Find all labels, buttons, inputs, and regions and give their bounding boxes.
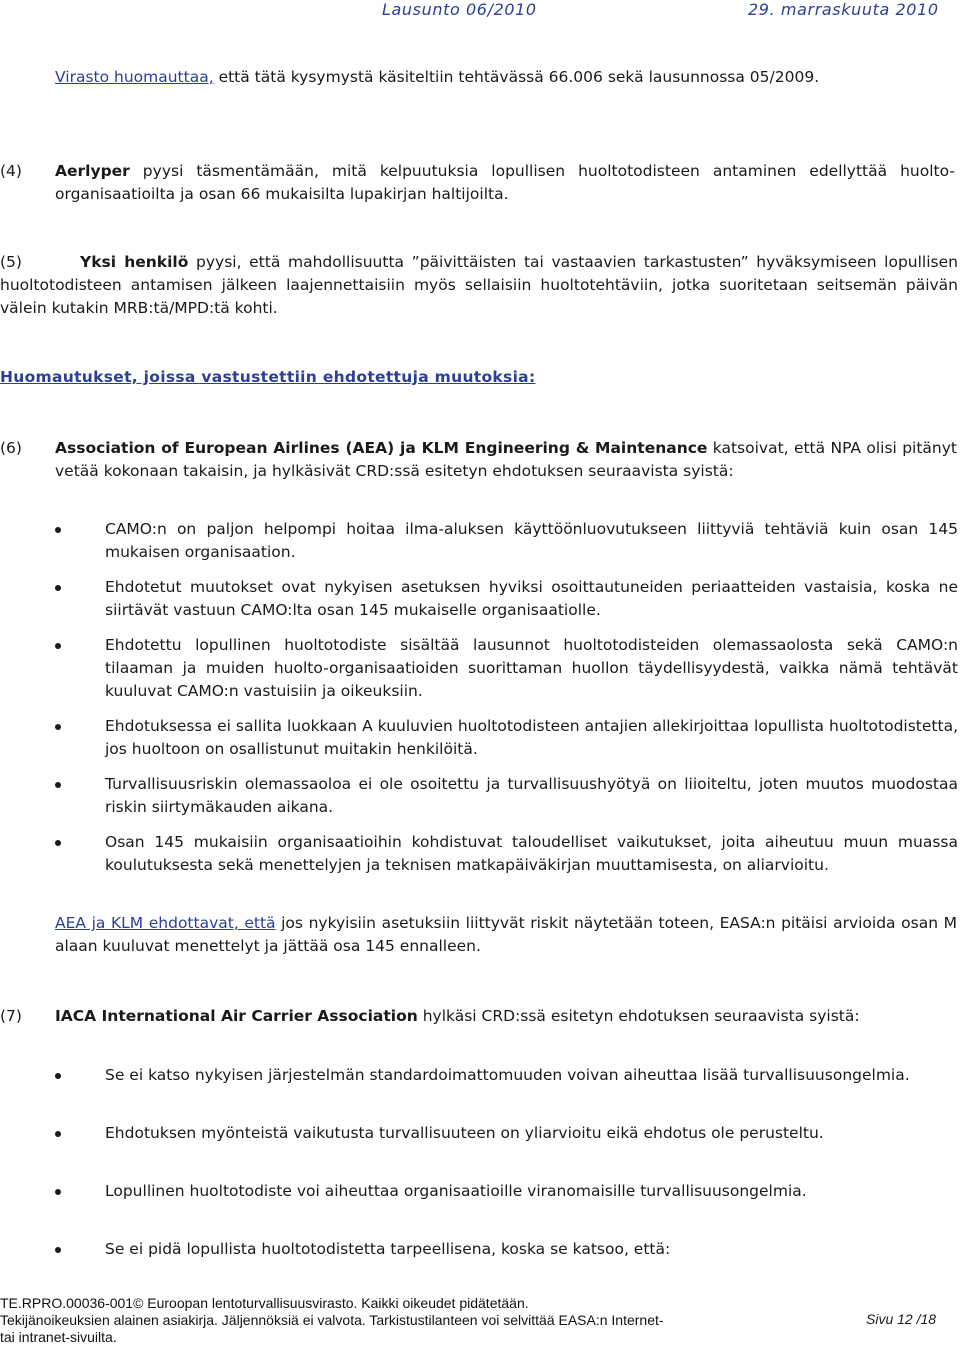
bullet-text: Se ei katso nykyisen järjestelmän standardoimattomuuden voivan aiheuttaa lisää turvallisuusongelmia. — [105, 1066, 910, 1084]
footer-disclaimer-continued: tai intranet-sivuilta. — [0, 1329, 117, 1345]
item-6-closing-text: jos nykyisiin asetuksiin liittyvät riskit näytetään toteen, EASA:n pitäisi arvioida osan M alaan kuuluvat menettelyt ja jättää osa 145 ennalleen. — [55, 914, 957, 955]
section-heading: Huomautukset, joissa vastustettiin ehdotettuja muutoksia: — [0, 368, 536, 386]
footer-disclaimer: Tekijänoikeuksien alainen asiakirja. Jäljennöksiä ei valvota. Tarkistustilanteen voi selvittää EASA:n Internet- — [0, 1312, 664, 1328]
item-4-text: pyysi täsmentämään, mitä kelpuutuksia lopullisen huoltotodisteen antaminen edellyttää huolto-organisaatioilta ja osan 66 mukaisilta lupakirjan haltijoilta. — [55, 162, 955, 203]
item-6-commenter: Association of European Airlines (AEA) ja KLM Engineering & Maintenance — [55, 439, 708, 457]
intro-paragraph — [55, 66, 955, 89]
item-5-text: pyysi, että mahdollisuutta ”päivittäisten tai vastaavien tarkastusten” hyväksymiseen lopullisen huoltotodisteen antamisen jälkeen laajennettaisiin myös sellaisiin huoltotehtäviin, jotka suoritetaan seitsemän päivän välein kutakin MRB:tä/MPD:tä kohti. — [0, 253, 958, 317]
item-5-number: (5) — [0, 253, 22, 271]
item-6-number: (6) — [0, 439, 22, 457]
bullet-text: CAMO:n on paljon helpompi hoitaa ilma-aluksen käyttöönluovutukseen liittyviä tehtäviä kuin osan 145 mukaisen organisaation. — [105, 520, 958, 561]
bullet-icon — [55, 1189, 61, 1195]
item-6-closing-link[interactable]: AEA ja KLM ehdottavat, että — [55, 914, 276, 932]
footer-copyright: TE.RPRO.00036-001© Euroopan lentoturvallisuusvirasto. Kaikki oikeudet pidätetään. — [0, 1295, 529, 1311]
item-4-number: (4) — [0, 162, 22, 180]
item-6-paragraph — [55, 437, 957, 483]
bullet-text: Ehdotetut muutokset ovat nykyisen asetuksen hyviksi osoittautuneiden periaatteiden vastaisia, koska ne siirtävät vastuun CAMO:lta osan 145 mukaiselle organisaatiolle. — [105, 578, 958, 619]
bullet-icon — [55, 782, 61, 788]
bullet-icon — [55, 1247, 61, 1253]
bullet-text: Se ei pidä lopullista huoltotodistetta tarpeellisena, koska se katsoo, että: — [105, 1240, 671, 1258]
item-6-closing-paragraph — [55, 912, 957, 958]
item-7-commenter: IACA International Air Carrier Association — [55, 1007, 418, 1025]
item-7-number: (7) — [0, 1007, 22, 1025]
bullet-text: Ehdotuksessa ei sallita luokkaan A kuuluvien huoltotodisteen antajien allekirjoittaa lopullista huoltotodistetta, jos huoltoon on osallistunut muitakin henkilöitä. — [105, 717, 958, 758]
item-4-paragraph — [55, 160, 955, 206]
item-4-commenter: Aerlyper — [55, 162, 130, 180]
header-document-title: Lausunto 06/2010 — [382, 0, 537, 19]
bullet-icon — [55, 643, 61, 649]
item-5-paragraph — [0, 251, 958, 320]
item-7-text: hylkäsi CRD:ssä esitetyn ehdotuksen seuraavista syistä: — [417, 1007, 860, 1025]
bullet-text: Turvallisuusriskin olemassaoloa ei ole osoitettu ja turvallisuushyötyä on liioiteltu, joten muutos muodostaa riskin siirtymäkauden aikana. — [105, 775, 958, 816]
intro-text: että tätä kysymystä käsiteltiin tehtävässä 66.006 sekä lausunnossa 05/2009. — [213, 68, 820, 86]
item-6-text: katsoivat, että NPA olisi pitänyt vetää kokonaan takaisin, ja hylkäsivät CRD:ssä esitetyn ehdotuksen seuraavista syistä: — [55, 439, 957, 480]
bullet-icon — [55, 585, 61, 591]
bullet-text: Ehdotettu lopullinen huoltotodiste sisältää lausunnot huoltotodisteiden olemassaolosta sekä CAMO:n tilaaman ja muiden huolto-organisaatioiden suorittaman huollon täydellisyydestä, vaikka nämä tehtävät kuuluvat CAMO:n vastuisiin ja oikeuksiin. — [105, 636, 958, 700]
bullet-text: Osan 145 mukaisiin organisaatioihin kohdistuvat taloudelliset vaikutukset, joita aiheutuu muun muassa koulutuksesta sekä menettelyjen ja teknisen matkapäiväkirjan muuttamisesta, on aliarvioitu. — [105, 833, 958, 874]
item-7-paragraph — [55, 1005, 957, 1028]
header-date: 29. marraskuuta 2010 — [748, 0, 939, 19]
intro-link[interactable]: Virasto huomauttaa, — [55, 68, 214, 86]
bullet-icon — [55, 527, 61, 533]
bullet-icon — [55, 724, 61, 730]
bullet-text: Lopullinen huoltotodiste voi aiheuttaa organisaatioille viranomaisille turvallisuusongelmia. — [105, 1182, 807, 1200]
bullet-text: Ehdotuksen myönteistä vaikutusta turvallisuuteen on yliarvioitu eikä ehdotus ole perusteltu. — [105, 1124, 824, 1142]
item-5-commenter: Yksi henkilö — [80, 253, 189, 271]
bullet-icon — [55, 1131, 61, 1137]
bullet-icon — [55, 1073, 61, 1079]
bullet-icon — [55, 840, 61, 846]
page-number: Sivu 12 /18 — [866, 1311, 937, 1327]
